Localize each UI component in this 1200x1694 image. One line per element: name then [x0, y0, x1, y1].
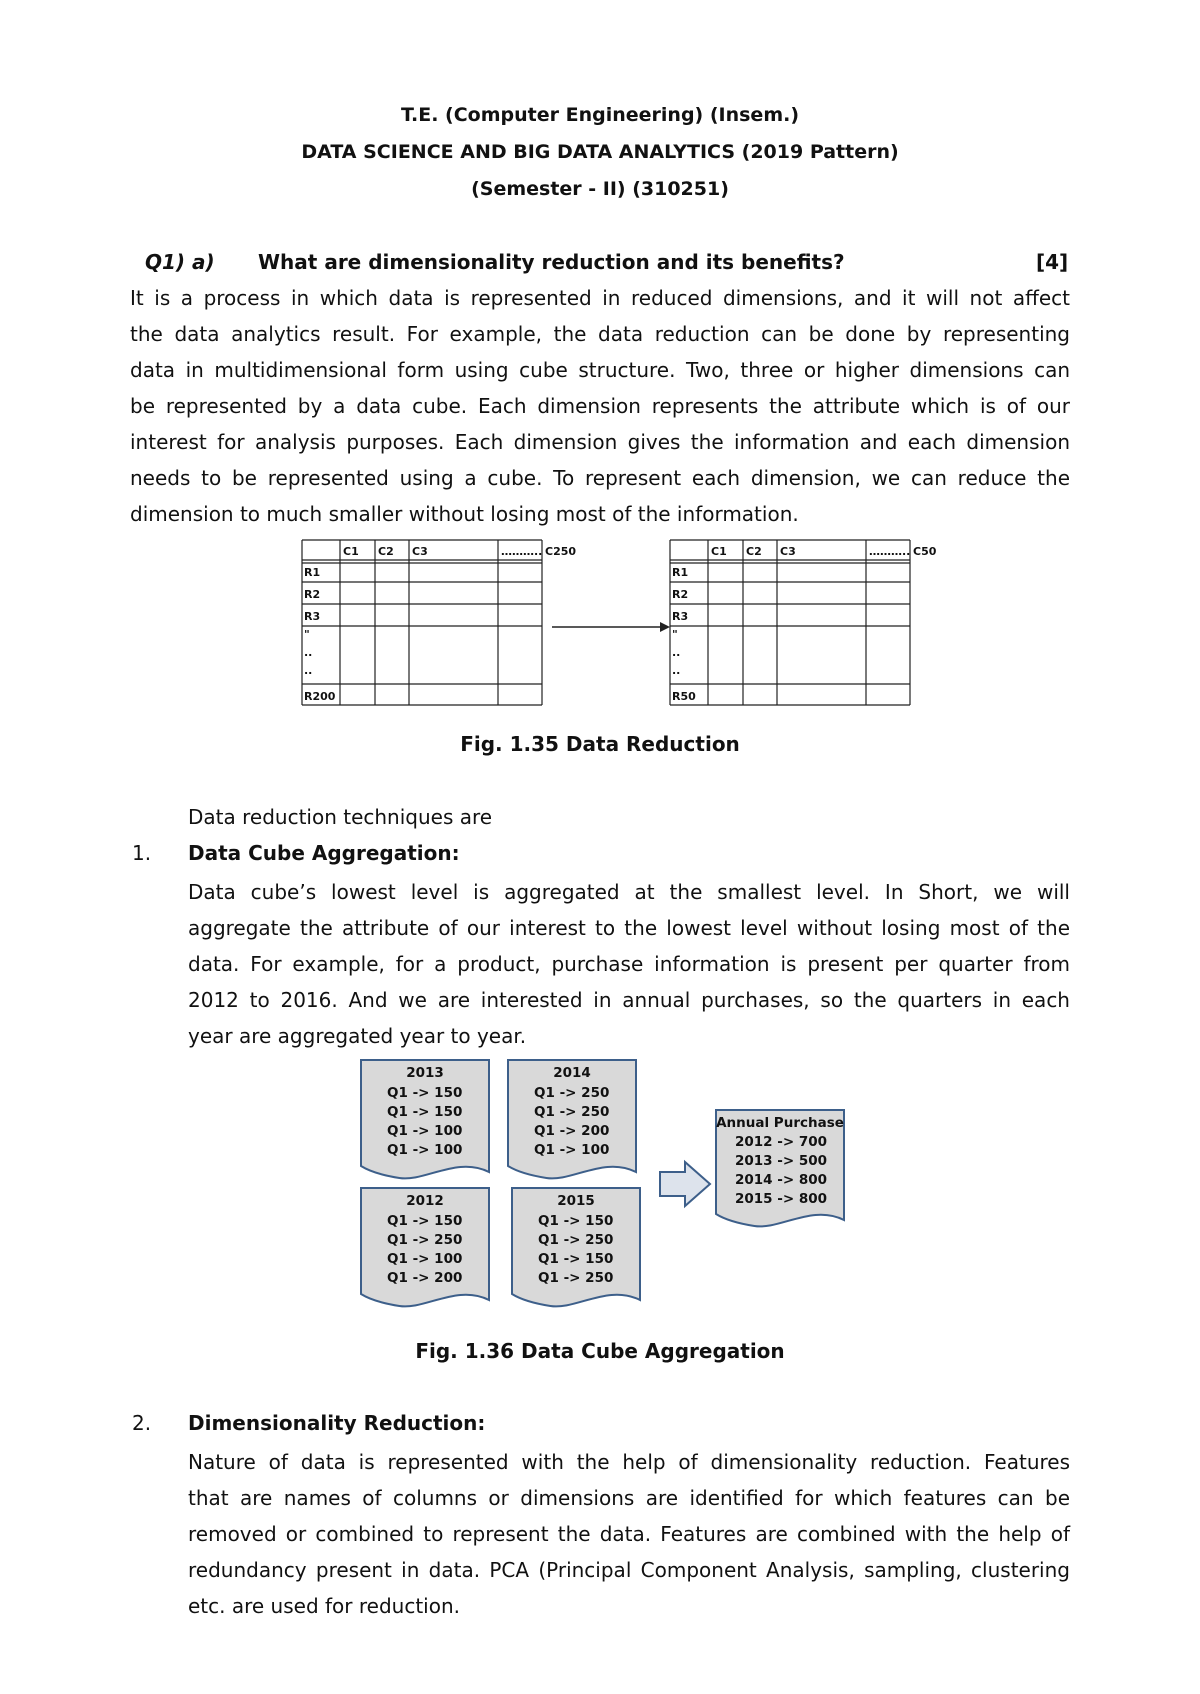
answer-line: It is a process in which data is represented in reduced dimensions, and it will not affect [130, 286, 1070, 310]
table-row-label: R3 [304, 610, 321, 623]
table-col-header: C1 [343, 545, 359, 558]
doc-title-line3: (Semester - II) (310251) [471, 178, 729, 200]
question-text: What are dimensionality reduction and its benefits? [258, 250, 845, 274]
fig-1-35-caption: Fig. 1.35 Data Reduction [460, 732, 740, 756]
item1-number: 1. [132, 841, 152, 865]
doc-title-line1: T.E. (Computer Engineering) (Insem.) [400, 104, 800, 126]
item1-line: 2012 to 2016. And we are interested in annual purchases, so the quarters in each [188, 988, 1070, 1012]
doc-quarter-line: Q1 -> 100 [534, 1142, 610, 1158]
fig-1-36-caption: Fig. 1.36 Data Cube Aggregation [415, 1339, 785, 1363]
doc-year: 2012 [406, 1193, 444, 1209]
question-label: Q1) a) [145, 250, 215, 274]
doc-quarter-line: Q1 -> 250 [534, 1104, 610, 1120]
annual-line: 2015 -> 800 [735, 1191, 828, 1207]
quarter-doc-2015 [512, 1188, 640, 1306]
doc-quarter-line: Q1 -> 150 [387, 1104, 463, 1120]
table-col-header: ……….. [869, 545, 911, 558]
data-cube-aggregation-figure [350, 1060, 860, 1320]
aggregation-arrow-icon [660, 1162, 710, 1206]
doc-quarter-line: Q1 -> 200 [534, 1123, 610, 1139]
item1-line: data. For example, for a product, purchase information is present per quarter from [188, 952, 1070, 976]
annual-line: 2013 -> 500 [735, 1153, 828, 1169]
answer-line: be represented by a data cube. Each dimension represents the attribute which is of our [130, 394, 1070, 418]
answer-line: dimension to much smaller without losing most of the information. [130, 502, 799, 526]
arrow-head-icon [660, 622, 670, 632]
table-row-label: " [672, 628, 678, 641]
reduced-data-table [670, 540, 937, 705]
doc-quarter-line: Q1 -> 150 [387, 1085, 463, 1101]
annual-purchase-doc [716, 1110, 844, 1226]
table-col-header: C250 [545, 545, 577, 558]
doc-title-line2: DATA SCIENCE AND BIG DATA ANALYTICS (2019 Pattern) [301, 141, 899, 163]
table-row-label: .. [672, 664, 681, 677]
doc-quarter-line: Q1 -> 250 [534, 1085, 610, 1101]
doc-quarter-line: Q1 -> 100 [387, 1142, 463, 1158]
annual-line: 2014 -> 800 [735, 1172, 828, 1188]
table-row-label: " [304, 628, 310, 641]
table-row-label: .. [672, 646, 681, 659]
item2-number: 2. [132, 1411, 152, 1435]
table-row-label: R1 [304, 566, 321, 579]
doc-year: 2015 [557, 1193, 595, 1209]
item2-title: Dimensionality Reduction: [188, 1411, 486, 1435]
quarter-doc-2012 [361, 1188, 489, 1306]
table-row-label: R200 [304, 690, 336, 703]
doc-year: 2014 [553, 1065, 591, 1081]
item2-line: etc. are used for reduction. [188, 1594, 460, 1618]
techniques-intro: Data reduction techniques are [188, 805, 493, 829]
doc-quarter-line: Q1 -> 250 [538, 1270, 614, 1286]
doc-quarter-line: Q1 -> 150 [387, 1213, 463, 1229]
answer-line: interest for analysis purposes. Each dimension gives the information and each dimension [130, 430, 1070, 454]
table-col-header: C2 [378, 545, 394, 558]
table-row-label: R50 [672, 690, 696, 703]
answer-line: the data analytics result. For example, the data reduction can be done by representing [130, 322, 1070, 346]
item2-line: removed or combined to represent the data. Features are combined with the help of [188, 1522, 1070, 1546]
item2-line: Nature of data is represented with the help of dimensionality reduction. Features [188, 1450, 1070, 1474]
table-col-header: C1 [711, 545, 727, 558]
doc-quarter-line: Q1 -> 150 [538, 1251, 614, 1267]
question-marks: [4] [1036, 250, 1069, 274]
item2-line: that are names of columns or dimensions are identified for which features can be [188, 1486, 1070, 1510]
item1-line: Data cube’s lowest level is aggregated at the smallest level. In Short, we will [188, 880, 1070, 904]
annual-title: Annual Purchase [716, 1115, 844, 1131]
annual-line: 2012 -> 700 [735, 1134, 828, 1150]
doc-year: 2013 [406, 1065, 444, 1081]
doc-quarter-line: Q1 -> 250 [538, 1232, 614, 1248]
table-col-header: C3 [412, 545, 428, 558]
original-data-table [302, 540, 576, 705]
answer-line: needs to be represented using a cube. To represent each dimension, we can reduce the [130, 466, 1070, 490]
table-col-header: C3 [780, 545, 796, 558]
item1-line: aggregate the attribute of our interest to the lowest level without losing most of the [188, 916, 1070, 940]
data-reduction-figure [290, 540, 937, 715]
doc-quarter-line: Q1 -> 250 [387, 1232, 463, 1248]
item1-title: Data Cube Aggregation: [188, 841, 460, 865]
table-row-label: .. [304, 664, 313, 677]
doc-quarter-line: Q1 -> 200 [387, 1270, 463, 1286]
quarter-doc-2013 [361, 1060, 489, 1178]
table-col-header: ……….. [501, 545, 543, 558]
answer-line: data in multidimensional form using cube structure. Two, three or higher dimensions can [130, 358, 1070, 382]
doc-quarter-line: Q1 -> 100 [387, 1123, 463, 1139]
item1-line: year are aggregated year to year. [188, 1024, 527, 1048]
doc-quarter-line: Q1 -> 150 [538, 1213, 614, 1229]
table-row-label: R2 [304, 588, 321, 601]
doc-quarter-line: Q1 -> 100 [387, 1251, 463, 1267]
table-row-label: R1 [672, 566, 689, 579]
table-row-label: .. [304, 646, 313, 659]
item2-line: redundancy present in data. PCA (Principal Component Analysis, sampling, clustering [188, 1558, 1070, 1582]
table-row-label: R2 [672, 588, 689, 601]
quarter-doc-2014 [508, 1060, 636, 1178]
table-row-label: R3 [672, 610, 689, 623]
table-col-header: C2 [746, 545, 762, 558]
table-col-header: C50 [913, 545, 937, 558]
